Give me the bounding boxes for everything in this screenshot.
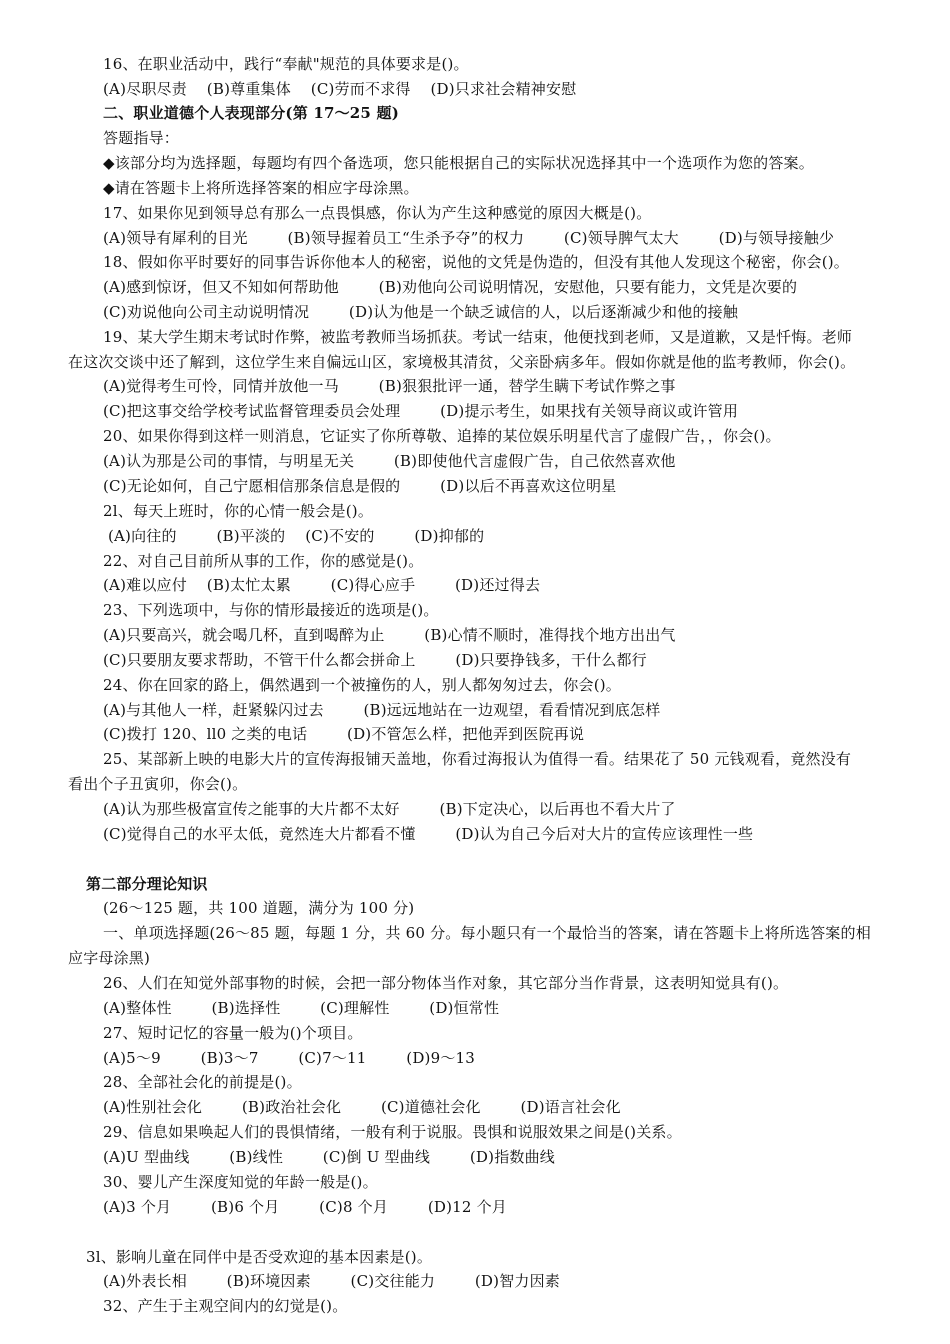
part-two-note: (26～125 题，共 100 道题，满分为 100 分) bbox=[103, 899, 415, 917]
options-24-cd: (C)拨打 120、ll0 之类的电话 (D)不管怎么样，把他弄到医院再说 bbox=[103, 725, 585, 743]
part-two-heading: 第二部分理论知识 bbox=[86, 875, 208, 893]
options-18-cd: (C)劝说他向公司主动说明情况 (D)认为他是一个缺乏诚信的人，以后逐渐减少和他的接触 bbox=[103, 303, 739, 321]
options-25-cd: (C)觉得自己的水平太低，竟然连大片都看不懂 (D)认为自己今后对大片的宣传应该理性一些 bbox=[103, 825, 754, 843]
question-24: 24、你在回家的路上，偶然遇到一个被撞伤的人，别人都匆匆过去，你会()。 bbox=[103, 676, 621, 694]
question-25: 25、某部新上映的电影大片的宣传海报铺天盖地，你看过海报认为值得一看。结果花了 50 元钱观看，竟然没有 bbox=[103, 750, 852, 768]
options-29: (A)U 型曲线 (B)线性 (C)倒 U 型曲线 (D)指数曲线 bbox=[103, 1148, 555, 1166]
question-18: 18、假如你平时要好的同事告诉你他本人的秘密，说他的文凭是伪造的，但没有其他人发现这个秘密，你会()。 bbox=[103, 253, 849, 271]
instruction-item: ◆该部分均为选择题，每题均有四个备选项，您只能根据自己的实际状况选择其中一个选项作为您的答案。 bbox=[103, 154, 814, 172]
options-27: (A)5～9 (B)3～7 (C)7～11 (D)9～13 bbox=[103, 1049, 476, 1067]
question-27: 27、短时记忆的容量一般为()个项目。 bbox=[103, 1024, 363, 1042]
question-32: 32、产生于主观空间内的幻觉是()。 bbox=[103, 1297, 348, 1315]
question-19-cont: 在这次交谈中还了解到，这位学生来自偏远山区，家境极其清贫，父亲卧病多年。假如你就是他的监考教师，你会()。 bbox=[68, 353, 856, 371]
question-21: 2l、每天上班时，你的心情一般会是()。 bbox=[103, 502, 374, 520]
question-20: 20、如果你得到这样一则消息，它证实了你所尊敬、追捧的某位娱乐明星代言了虚假广告，，你会()。 bbox=[103, 427, 781, 445]
question-22: 22、对自己目前所从事的工作，你的感觉是()。 bbox=[103, 552, 424, 570]
question-29: 29、信息如果唤起人们的畏惧情绪，一般有利于说服。畏惧和说服效果之间是()关系。 bbox=[103, 1123, 682, 1141]
options-19-cd: (C)把这事交给学校考试监督管理委员会处理 (D)提示考生，如果找有关领导商议或许管用 bbox=[103, 402, 739, 420]
section-heading: 二、职业道德个人表现部分(第 17～25 题) bbox=[103, 104, 399, 122]
options-25-ab: (A)认为那些极富宣传之能事的大片都不太好 (B)下定决心，以后再也不看大片了 bbox=[103, 800, 676, 818]
options-31: (A)外表长相 (B)环境因素 (C)交往能力 (D)智力因素 bbox=[103, 1272, 561, 1290]
question-31: 3l、影响儿童在同伴中是否受欢迎的基本因素是()。 bbox=[86, 1248, 433, 1266]
instruction-item: ◆请在答题卡上将所选择答案的相应字母涂黑。 bbox=[103, 179, 419, 197]
options-23-cd: (C)只要朋友要求帮助，不管干什么都会拼命上 (D)只要挣钱多，干什么都行 bbox=[103, 651, 647, 669]
question-26: 26、人们在知觉外部事物的时候，会把一部分物体当作对象，其它部分当作背景，这表明知觉具有()。 bbox=[103, 974, 789, 992]
options-21: (A)向往的 (B)平淡的 (C)不安的 (D)抑郁的 bbox=[103, 527, 485, 545]
options-26: (A)整体性 (B)选择性 (C)理解性 (D)恒常性 bbox=[103, 999, 500, 1017]
question-16: 16、在职业活动中，践行“奉献"规范的具体要求是()。 bbox=[103, 55, 469, 73]
single-choice-intro: 一、单项选择题(26～85 题，每题 1 分，共 60 分。每小题只有一个最恰当的答案，请在答题卡上将所选答案的相 bbox=[103, 924, 871, 942]
options-28: (A)性别社会化 (B)政治社会化 (C)道德社会化 (D)语言社会化 bbox=[103, 1098, 621, 1116]
question-28: 28、全部社会化的前提是()。 bbox=[103, 1073, 302, 1091]
options-20-cd: (C)无论如何，自己宁愿相信那条信息是假的 (D)以后不再喜欢这位明星 bbox=[103, 477, 617, 495]
options-23-ab: (A)只要高兴，就会喝几杯，直到喝醉为止 (B)心情不顺时，准得找个地方出出气 bbox=[103, 626, 676, 644]
question-17: 17、如果你见到领导总有那么一点畏惧感，你认为产生这种感觉的原因大概是()。 bbox=[103, 204, 652, 222]
options-18-ab: (A)感到惊讶，但又不知如何帮助他 (B)劝他向公司说明情况，安慰他，只要有能力，文凭是次要的 bbox=[103, 278, 798, 296]
options-17: (A)领导有犀利的目光 (B)领导握着员工“生杀予夺”的权力 (C)领导脾气太大 (D)与领导接触少 bbox=[103, 229, 835, 247]
instructions-label: 答题指导： bbox=[103, 129, 180, 147]
question-30: 30、婴儿产生深度知觉的年龄一般是()。 bbox=[103, 1173, 378, 1191]
options-24-ab: (A)与其他人一样，赶紧躲闪过去 (B)远远地站在一边观望，看看情况到底怎样 bbox=[103, 701, 661, 719]
question-25-cont: 看出个子丑寅卯，你会()。 bbox=[68, 775, 248, 793]
options-16: (A)尽职尽责 (B)尊重集体 (C)劳而不求得 (D)只求社会精神安慰 bbox=[103, 80, 577, 98]
question-23: 23、下列选项中，与你的情形最接近的选项是()。 bbox=[103, 601, 439, 619]
question-19: 19、某大学生期末考试时作弊，被监考教师当场抓获。考试一结束，他便找到老师，又是道歉，又是忏悔。老师 bbox=[103, 328, 853, 346]
single-choice-intro-cont: 应字母涂黑) bbox=[68, 949, 151, 967]
options-30: (A)3 个月 (B)6 个月 (C)8 个月 (D)12 个月 bbox=[103, 1198, 507, 1216]
options-20-ab: (A)认为那是公司的事情，与明星无关 (B)即使他代言虚假广告，自己依然喜欢他 bbox=[103, 452, 676, 470]
options-19-ab: (A)觉得考生可怜，同情并放他一马 (B)狠狠批评一通，替学生瞒下考试作弊之事 bbox=[103, 377, 676, 395]
options-22: (A)难以应付 (B)太忙太累 (C)得心应手 (D)还过得去 bbox=[103, 576, 541, 594]
